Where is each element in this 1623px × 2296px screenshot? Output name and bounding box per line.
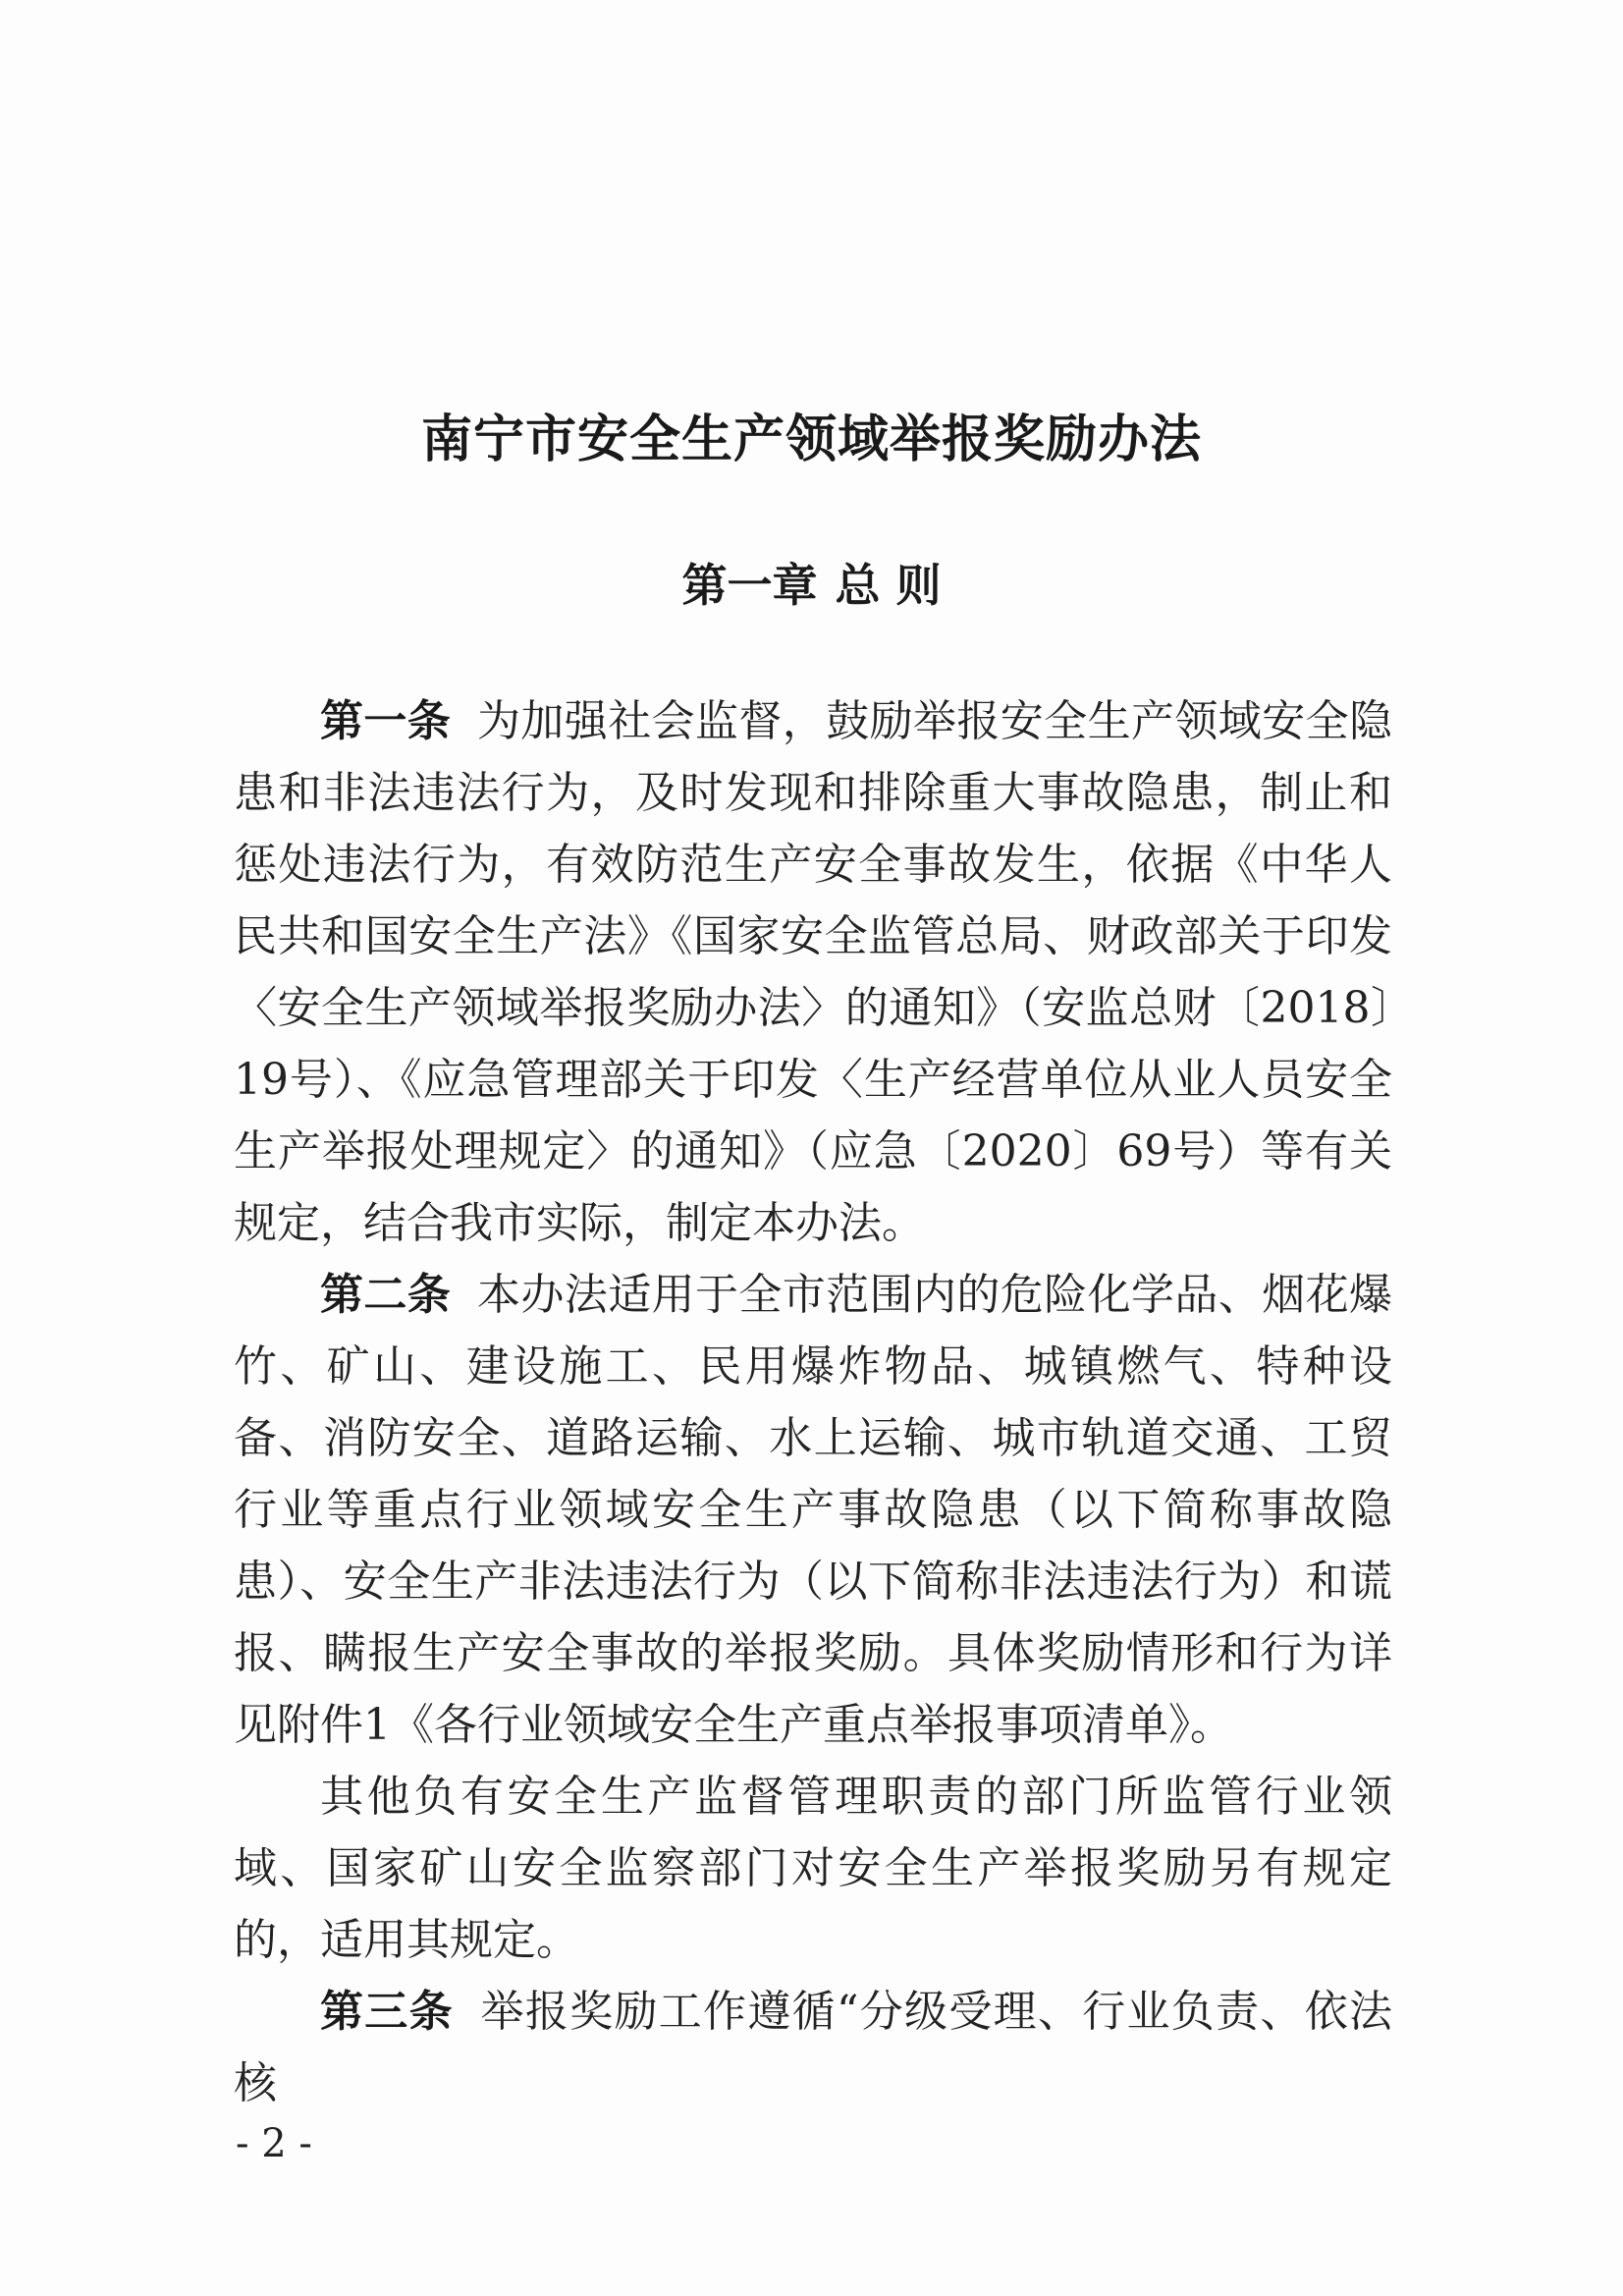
article-2-supplement <box>234 1761 1392 1976</box>
chapter-prefix: 第一章 <box>681 559 818 612</box>
article-1-text: 为加强社会监督，鼓励举报安全生产领域安全隐患和非法违法行为，及时发现和排除重大事故隐患，制止和惩处违法行为，有效防范生产安全事故发生，依据《中华人民共和国安全生产法》《国家安全监管总局、财政部关于印发〈安全生产领域举报奖励办法〉的通知》（安监总财〔2018〕19号）、《应急管理部关于印发〈生产经营单位从业人员安全生产举报处理规定〉的通知》（应急〔2020〕69号）等有关规定，结合我市实际，制定本办法。 <box>234 696 1392 1248</box>
article-3 <box>234 1976 1392 2119</box>
document-body <box>234 685 1392 2119</box>
document-title: 南宁市安全生产领域举报奖励办法 <box>420 410 1202 469</box>
chapter-name: 总 则 <box>835 559 942 612</box>
article-2-lead: 第二条 <box>320 1270 452 1320</box>
article-3-text: 举报奖励工作遵循“分级受理、行业负责、依法核 <box>234 1987 1392 2108</box>
article-3-lead: 第三条 <box>320 1987 454 2037</box>
article-2 <box>234 1259 1392 1761</box>
chapter-heading <box>0 550 1623 615</box>
article-1-lead: 第一条 <box>320 696 452 746</box>
page-number: - 2 - <box>236 2121 312 2166</box>
article-2-text: 本办法适用于全市范围内的危险化学品、烟花爆竹、矿山、建设施工、民用爆炸物品、城镇燃气、特种设备、消防安全、道路运输、水上运输、城市轨道交通、工贸行业等重点行业领域安全生产事故隐患（以下简称事故隐患）、安全生产非法违法行为（以下简称非法违法行为）和谎报、瞒报生产安全事故的举报奖励。具体奖励情形和行为详见附件1《各行业领域安全生产重点举报事项清单》。 <box>234 1270 1392 1750</box>
article-2-supplement-text: 其他负有安全生产监督管理职责的部门所监管行业领域、国家矿山安全监察部门对安全生产举报奖励另有规定的，适用其规定。 <box>234 1772 1392 1965</box>
article-1 <box>234 685 1392 1259</box>
